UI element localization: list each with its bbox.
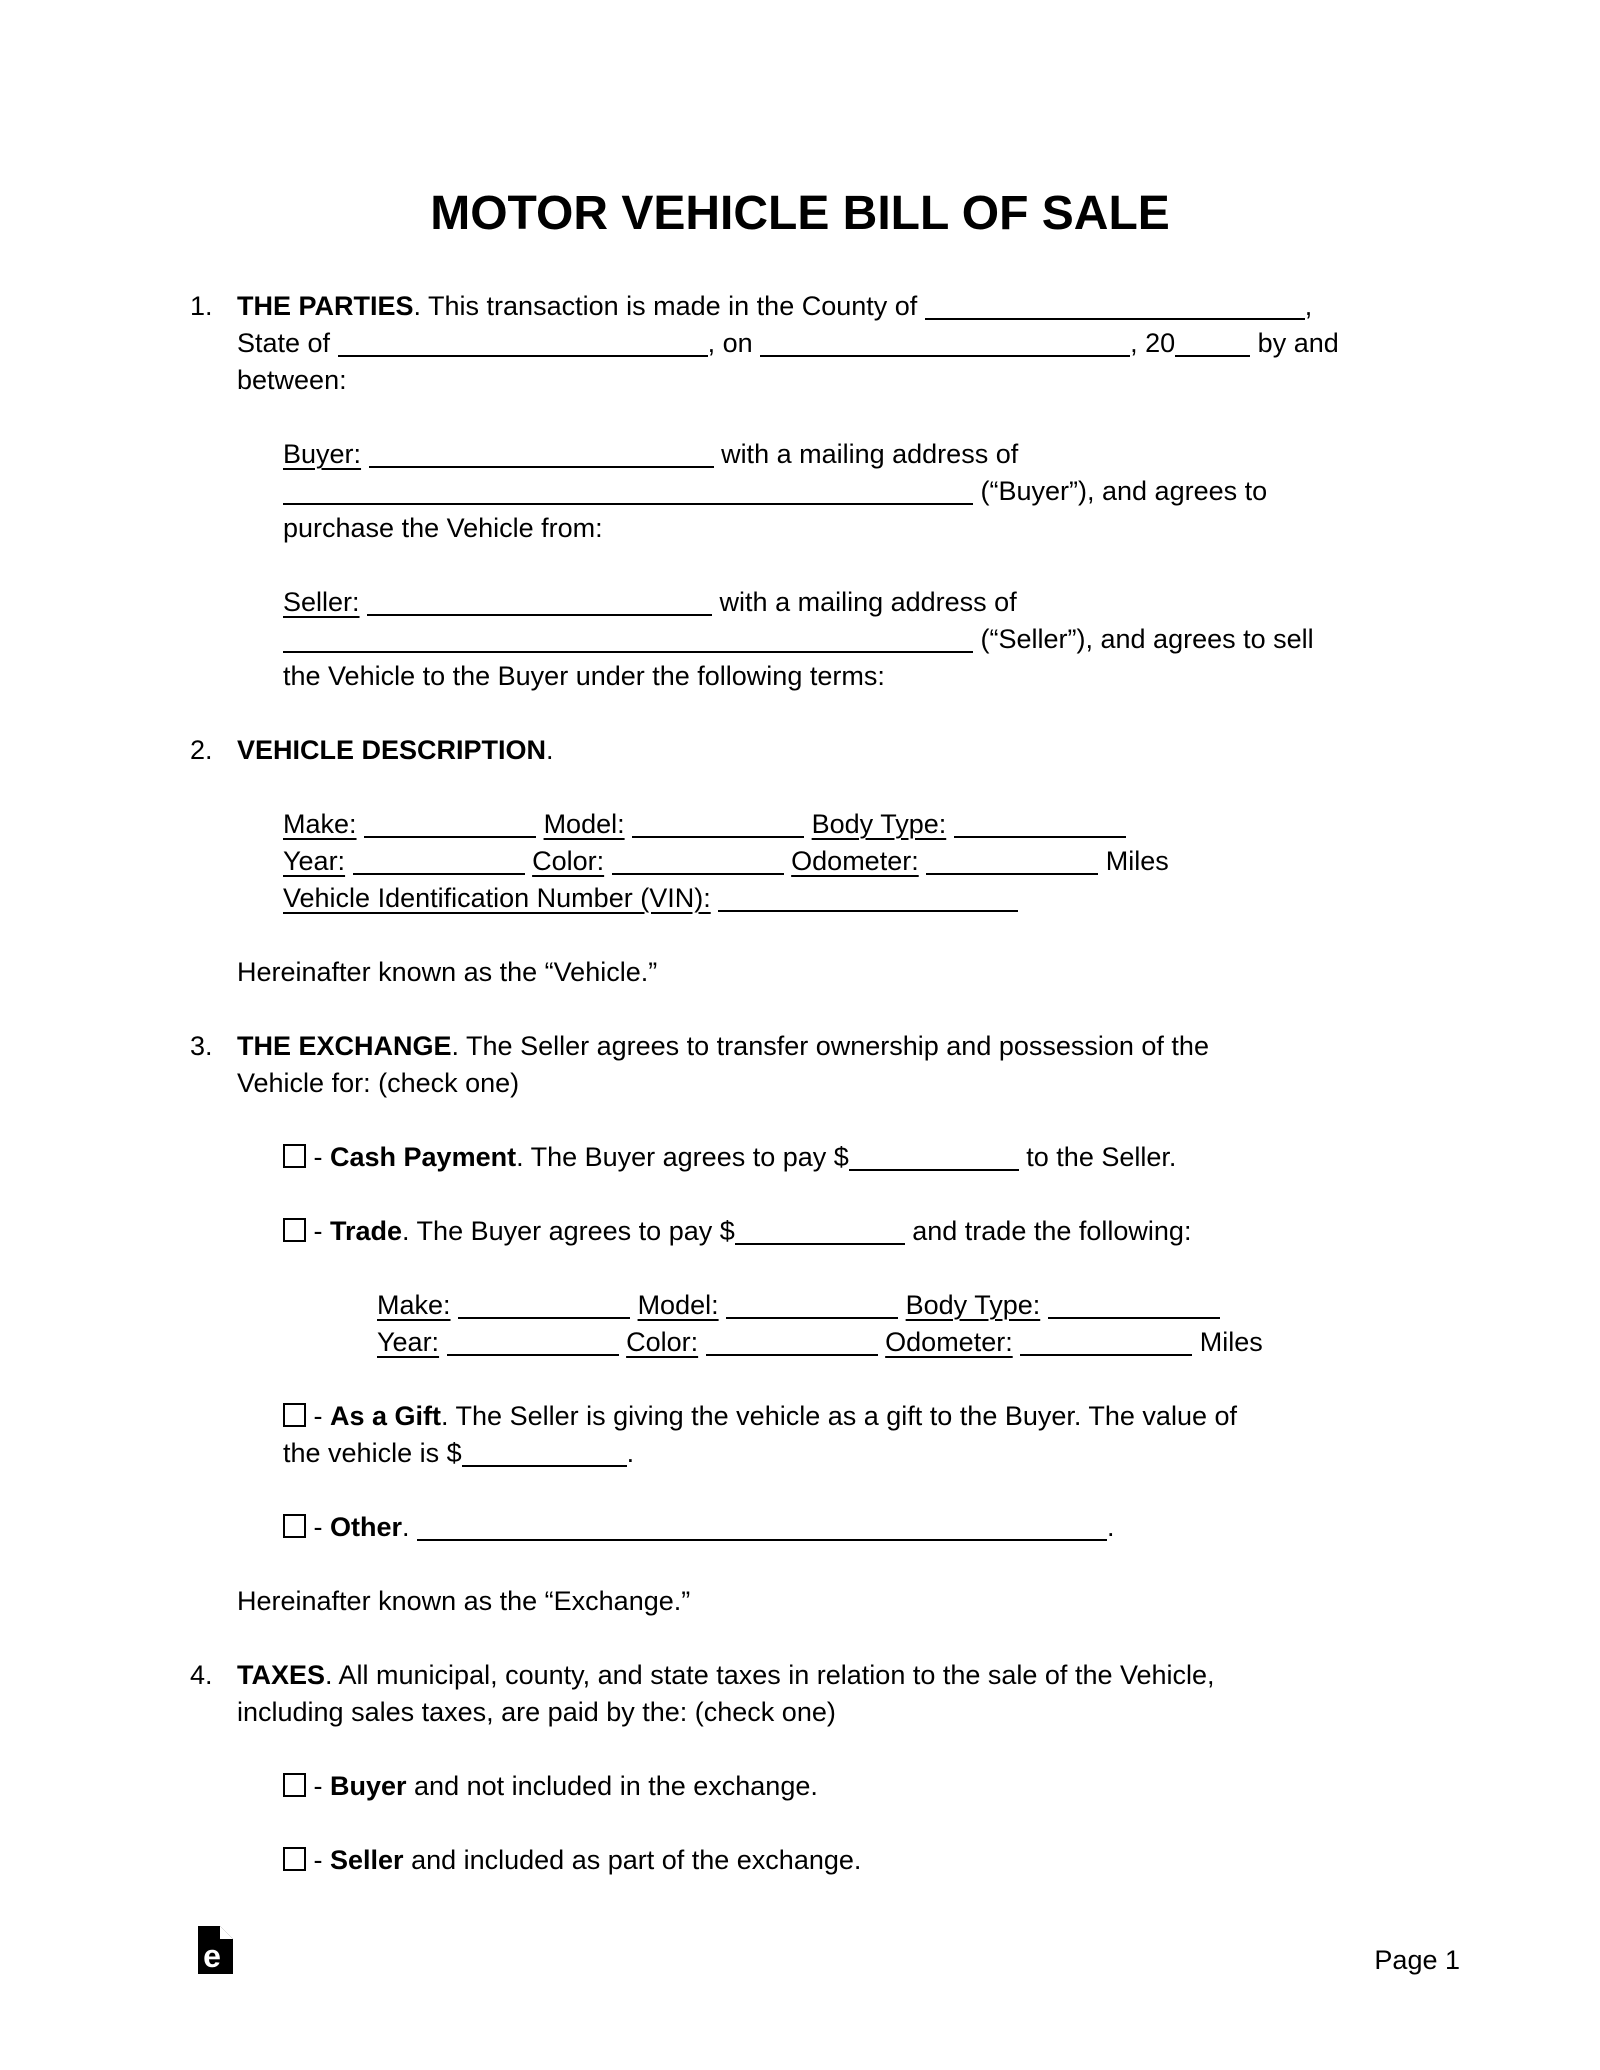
text — [1040, 1290, 1048, 1320]
trade-vehicle-fields — [377, 1287, 1600, 1361]
list-number: 2. — [190, 735, 213, 765]
list-number: 1. — [190, 291, 213, 321]
underlined-label: Year: — [283, 846, 346, 876]
text: and not included in the exchange. — [406, 1771, 818, 1801]
underlined-label: Body Type: — [811, 809, 947, 839]
underlined-label: Odometer: — [885, 1327, 1013, 1357]
document-icon — [198, 1926, 233, 1974]
bold-text: As a Gift — [330, 1401, 442, 1431]
text: Hereinafter known as the “Exchange.” — [237, 1586, 691, 1616]
bold-text: VEHICLE DESCRIPTION — [237, 735, 547, 765]
text: - — [306, 1216, 330, 1246]
seller-paragraph — [283, 584, 1600, 695]
text: . — [546, 735, 554, 765]
text: . This transaction is made in the County of — [413, 291, 925, 321]
text: (“Seller”), and agrees to sell — [973, 624, 1314, 654]
text: Miles — [1098, 846, 1169, 876]
logo-letter: e — [203, 1938, 221, 1974]
text — [619, 1327, 627, 1357]
text — [439, 1327, 447, 1357]
text: to the Seller. — [1018, 1142, 1177, 1172]
eforms-logo — [198, 1926, 233, 1974]
text — [711, 883, 719, 913]
text: . — [626, 1438, 635, 1468]
text — [698, 1327, 706, 1357]
text: State of — [237, 328, 338, 358]
gift-option — [283, 1398, 1600, 1472]
bold-text: TAXES — [237, 1660, 326, 1690]
underlined-label: Odometer: — [791, 846, 919, 876]
bold-text: Seller — [330, 1845, 404, 1875]
taxes-seller-checkbox[interactable] — [283, 1847, 306, 1871]
vehicle-description-fields — [283, 806, 1600, 917]
text — [357, 809, 365, 839]
seller-name-field[interactable] — [367, 594, 712, 616]
vehicle-hereinafter-note — [237, 954, 1600, 991]
text: - — [306, 1142, 330, 1172]
text — [360, 587, 368, 617]
trade-checkbox[interactable] — [283, 1218, 306, 1242]
list-number: 4. — [190, 1660, 213, 1690]
text — [946, 809, 954, 839]
trade-make-field[interactable] — [458, 1297, 630, 1319]
cash-payment-checkbox[interactable] — [283, 1144, 306, 1168]
underlined-label: Buyer: — [283, 439, 362, 469]
document-title: MOTOR VEHICLE BILL OF SALE — [430, 187, 1170, 240]
other-checkbox[interactable] — [283, 1514, 306, 1538]
page-number: Page 1 — [1374, 1945, 1460, 1975]
text: Hereinafter known as the “Vehicle.” — [237, 957, 658, 987]
underlined-label: Year: — [377, 1327, 440, 1357]
state-field[interactable] — [338, 335, 708, 357]
section-2-vehicle-description — [190, 732, 1600, 769]
text: and trade the following: — [904, 1216, 1192, 1246]
gift-checkbox[interactable] — [283, 1403, 306, 1427]
text — [625, 809, 633, 839]
text: . The Buyer agrees to pay $ — [516, 1142, 849, 1172]
bold-text: THE EXCHANGE — [237, 1031, 452, 1061]
bold-text: Cash Payment — [330, 1142, 517, 1172]
underlined-label: Body Type: — [905, 1290, 1041, 1320]
text: including sales taxes, are paid by the: (check one) — [237, 1697, 836, 1727]
text — [525, 846, 533, 876]
trade-amount-field[interactable] — [735, 1223, 905, 1245]
exchange-hereinafter-note — [237, 1583, 1600, 1620]
text: - — [306, 1845, 330, 1875]
taxes-buyer-option — [283, 1768, 1600, 1805]
underlined-label: Vehicle Identification Number (VIN): — [283, 883, 711, 913]
buyer-address-field[interactable] — [283, 483, 973, 505]
bold-text: Trade — [330, 1216, 403, 1246]
text — [630, 1290, 638, 1320]
underlined-label: Model: — [543, 809, 625, 839]
county-field[interactable] — [925, 298, 1305, 320]
list-number: 3. — [190, 1031, 213, 1061]
underlined-label: Seller: — [283, 587, 360, 617]
section-3-the-exchange — [190, 1028, 1600, 1102]
text — [536, 809, 544, 839]
taxes-buyer-checkbox[interactable] — [283, 1773, 306, 1797]
make-field[interactable] — [364, 816, 536, 838]
underlined-label: Make: — [283, 809, 357, 839]
text: with a mailing address of — [712, 587, 1017, 617]
text: Miles — [1192, 1327, 1263, 1357]
text: the Vehicle to the Buyer under the following terms: — [283, 661, 885, 691]
text: with a mailing address of — [713, 439, 1019, 469]
transaction-date-field[interactable] — [760, 335, 1130, 357]
text: - — [306, 1401, 330, 1431]
trade-model-field[interactable] — [726, 1297, 898, 1319]
trade-option — [283, 1213, 1600, 1250]
text — [345, 846, 353, 876]
text — [898, 1290, 906, 1320]
text: - — [306, 1771, 330, 1801]
text — [361, 439, 369, 469]
model-field[interactable] — [632, 816, 804, 838]
text: . The Seller agrees to transfer ownership and possession of the — [451, 1031, 1209, 1061]
text — [804, 809, 812, 839]
underlined-label: Make: — [377, 1290, 451, 1320]
body-type-field[interactable] — [954, 816, 1126, 838]
trade-year-field[interactable] — [447, 1334, 619, 1356]
vehicle-year-field[interactable] — [353, 853, 525, 875]
text: . All municipal, county, and state taxes in relation to the sale of the Vehicle, — [325, 1660, 1215, 1690]
trade-color-field[interactable] — [706, 1334, 878, 1356]
text: by and — [1250, 328, 1339, 358]
document-content — [0, 288, 1600, 1916]
text: and included as part of the exchange. — [403, 1845, 862, 1875]
text: , 20 — [1130, 328, 1176, 358]
text: , on — [707, 328, 761, 358]
text — [719, 1290, 727, 1320]
gift-value-field[interactable] — [462, 1445, 627, 1467]
odometer-field[interactable] — [926, 853, 1098, 875]
buyer-name-field[interactable] — [369, 446, 714, 468]
text — [1013, 1327, 1021, 1357]
text: purchase the Vehicle from: — [283, 513, 603, 543]
text: - — [306, 1512, 330, 1542]
underlined-label: Model: — [637, 1290, 719, 1320]
cash-amount-field[interactable] — [849, 1149, 1019, 1171]
vin-field[interactable] — [718, 890, 1018, 912]
text: . — [1107, 1512, 1115, 1542]
section-4-taxes — [190, 1657, 1600, 1731]
trade-body-type-field[interactable] — [1048, 1297, 1220, 1319]
bold-text: Other — [330, 1512, 403, 1542]
text — [604, 846, 612, 876]
text — [451, 1290, 459, 1320]
buyer-paragraph — [283, 436, 1600, 547]
other-option — [283, 1509, 1600, 1546]
bold-text: THE PARTIES — [237, 291, 414, 321]
seller-address-field[interactable] — [283, 631, 973, 653]
text: the vehicle is $ — [283, 1438, 462, 1468]
text — [919, 846, 927, 876]
underlined-label: Color: — [532, 846, 605, 876]
text: . The Buyer agrees to pay $ — [402, 1216, 735, 1246]
section-1-the-parties — [190, 288, 1600, 399]
cash-payment-option — [283, 1139, 1600, 1176]
color-field[interactable] — [612, 853, 784, 875]
other-description-field[interactable] — [417, 1519, 1107, 1541]
transaction-year-field[interactable] — [1175, 335, 1250, 357]
text: Vehicle for: (check one) — [237, 1068, 520, 1098]
text: (“Buyer”), and agrees to — [973, 476, 1268, 506]
taxes-seller-option — [283, 1842, 1600, 1879]
text: . The Seller is giving the vehicle as a gift to the Buyer. The value of — [441, 1401, 1237, 1431]
text: , — [1304, 291, 1313, 321]
trade-odometer-field[interactable] — [1020, 1334, 1192, 1356]
text: between: — [237, 365, 347, 395]
text: . — [402, 1512, 418, 1542]
underlined-label: Color: — [626, 1327, 699, 1357]
bold-text: Buyer — [330, 1771, 407, 1801]
